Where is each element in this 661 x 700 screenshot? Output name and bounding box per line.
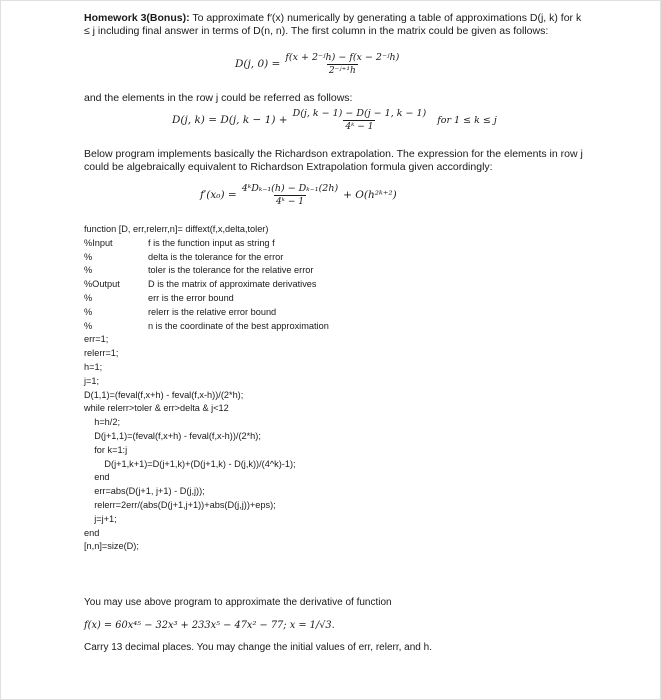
target-function: f(x) = 60x⁴⁵ − 32x³ + 233x⁵ − 47x² − 77; x = 1/√3. [84, 620, 335, 631]
eq2-denominator: 4ᵏ − 1 [345, 122, 374, 132]
eq2-numerator: D(j, k − 1) − D(j − 1, k − 1) [292, 108, 427, 119]
problem-statement [84, 12, 584, 38]
code-line: h=h/2; [84, 417, 121, 428]
comment-line [84, 278, 317, 292]
comment-tag: %Output [84, 279, 120, 290]
comment-text: err is the error bound [148, 292, 234, 303]
code-line: D(j+1,k+1)=D(j+1,k)+(D(j+1,k) - D(j,k))/(4^k)-1); [84, 458, 296, 469]
intro-text: To approximate f′(x) numerically by generating a table of approximations D(j, k) for k ≤ j including final answer in terms of D(n, n). The first column in the matrix could be given as follows: [84, 12, 582, 37]
comment-tag: % [84, 306, 93, 317]
comment-text: D is the matrix of approximate derivatives [148, 279, 317, 290]
eq2-fraction [291, 108, 429, 132]
row-paragraph [84, 92, 584, 105]
code-line: j=j+1; [84, 513, 117, 524]
code-line: relerr=1; [84, 348, 119, 359]
code-line: end [84, 472, 110, 483]
eq1-lhs: D(j, 0) = [235, 58, 281, 70]
code-line: relerr=2err/(abs(D(j+1,j+1))+abs(D(j,j))+eps); [84, 499, 276, 510]
code-line: for k=1:j [84, 444, 128, 455]
comment-text: f is the function input as string f [148, 237, 275, 248]
comment-text: delta is the tolerance for the error [148, 251, 284, 262]
closing-instructions [84, 596, 584, 654]
comment-line [84, 251, 296, 265]
code-line: D(j+1,1)=(feval(f,x+h) - feval(f,x-h))/(2*h); [84, 430, 261, 441]
code-line: h=1; [84, 361, 103, 372]
use-text: You may use above program to approximate the derivative of function [84, 597, 392, 608]
eq2-condition: for 1 ≤ k ≤ j [437, 114, 497, 126]
comment-text: toler is the tolerance for the relative error [148, 265, 314, 276]
comment-line [84, 306, 296, 320]
comment-line [84, 237, 296, 251]
code-line: D(1,1)=(feval(f,x+h) - feval(f,x-h))/(2*h); [84, 389, 244, 400]
code-comments [84, 237, 329, 334]
code-line: [n,n]=size(D); [84, 541, 139, 552]
homework-title: Homework 3(Bonus): [84, 12, 190, 24]
intro-paragraph [84, 12, 584, 38]
eq3-lhs: f′(x₀) = [200, 189, 237, 201]
eq3-fraction [240, 183, 340, 207]
code-line: err=abs(D(j+1, j+1) - D(j,j)); [84, 486, 205, 497]
code-line: err=1; [84, 334, 109, 345]
comment-line [84, 292, 296, 306]
code-line: end [84, 527, 100, 538]
eq3-numerator: 4ᵏDₖ₋₁(h) − Dₖ₋₁(2h) [241, 183, 339, 194]
comment-tag: % [84, 320, 93, 331]
eq1-denominator: 2⁻ʲ⁺¹h [328, 66, 356, 76]
comment-line [84, 320, 329, 334]
comment-tag: % [84, 251, 93, 262]
matlab-code-block [84, 223, 329, 554]
code-lines [84, 333, 296, 554]
row-element-equation [172, 108, 497, 132]
function-signature: function [D, err,relerr,n]= diffext(f,x,delta,toler) [84, 224, 269, 234]
carry-text: Carry 13 decimal places. You may change the initial values of err, relerr, and h. [84, 642, 432, 653]
eq1-fraction [283, 52, 401, 76]
comment-tag: %Input [84, 237, 113, 248]
comment-text: n is the coordinate of the best approximation [148, 320, 329, 331]
eq2-lhs: D(j, k) = D(j, k − 1) + [172, 114, 288, 126]
richardson-equation [200, 183, 397, 207]
first-column-equation [235, 52, 404, 76]
eq1-numerator: f(x + 2⁻ʲh) − f(x − 2⁻ʲh) [285, 52, 400, 63]
comment-text: relerr is the relative error bound [148, 306, 277, 317]
row-text: and the elements in the row j could be referred as follows: [84, 92, 353, 104]
code-line: while relerr>toler & err>delta & j<12 [84, 403, 229, 414]
code-line: j=1; [84, 375, 100, 386]
eq3-denominator: 4ᵏ − 1 [275, 197, 304, 207]
below-paragraph [84, 148, 584, 174]
comment-line [84, 264, 314, 278]
eq3-rhs: + O(h²ᵏ⁺²) [343, 189, 397, 201]
comment-tag: % [84, 265, 93, 276]
comment-tag: % [84, 292, 93, 303]
below-text: Below program implements basically the Richardson extrapolation. The expression for the elements in row j could be algebraically equivalent to Richardson Extrapolation formula given accordingly: [84, 148, 583, 173]
